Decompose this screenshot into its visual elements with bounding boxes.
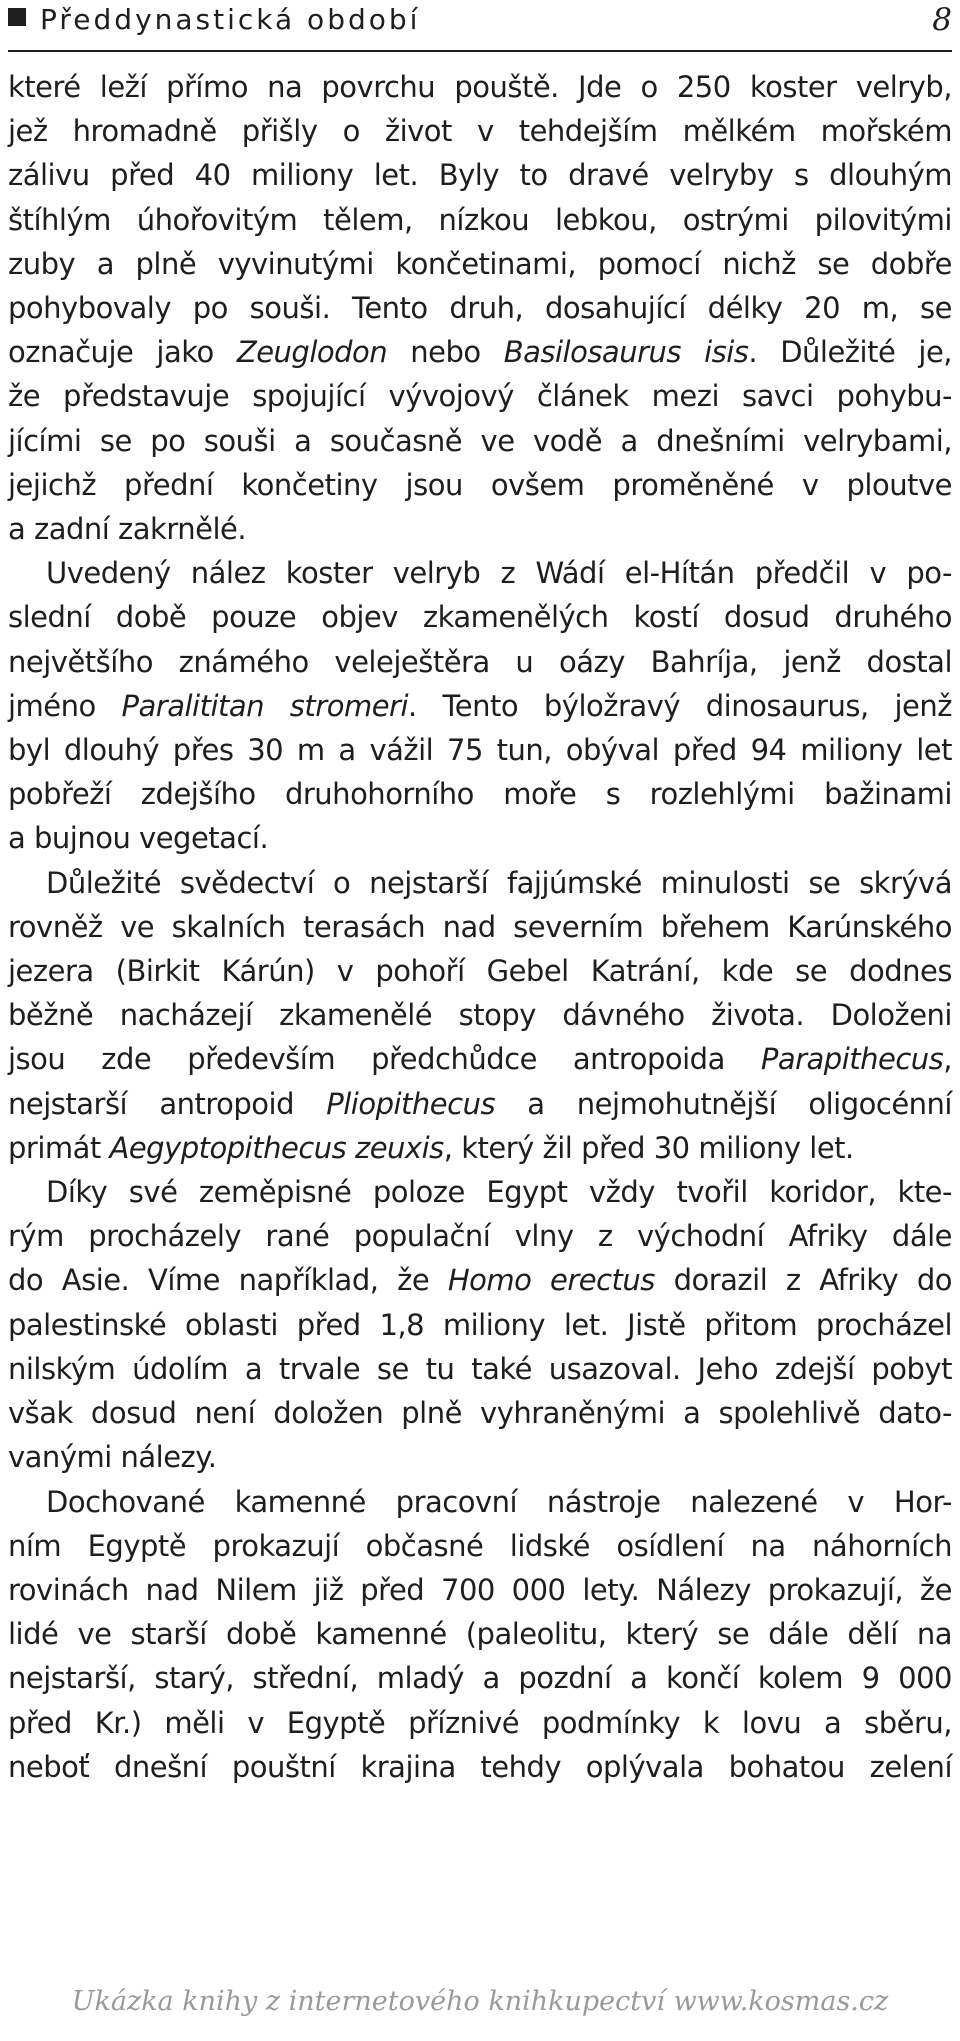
text-line: palestinské oblasti před 1,8 miliony let. Jistě přitom procházel (8, 1307, 952, 1342)
text-line: štíhlým úhořovitým tělem, nízkou lebkou, ostrými pilovitými (8, 202, 952, 237)
body-text (8, 65, 952, 1789)
text-line: Dochované kamenné pracovní nástroje nalezené v Hor- (46, 1484, 952, 1519)
text-line: pobřeží zdejšího druhohorního moře s rozlehlými bažinami (8, 777, 952, 812)
text-line: jsou zde především předchůdce antropoida Parapithecus, (8, 1042, 952, 1077)
header-square-bullet-icon (8, 8, 26, 26)
species-name: Pliopithecus (326, 1086, 496, 1121)
text-line: slední době pouze objev zkamenělých kostí dosud druhého (8, 600, 952, 635)
footer-watermark: Ukázka knihy z internetového knihkupectví www.kosmas.cz (71, 1986, 889, 2017)
text-line: jméno Paralititan stromeri. Tento býložravý dinosaurus, jenž (8, 688, 952, 723)
text-line: před Kr.) měli v Egyptě příznivé podmínky k lovu a sběru, (8, 1705, 952, 1740)
text-line: rovněž ve skalních terasách nad severním břehem Karúnského (8, 909, 952, 944)
text-line: a zadní zakrnělé. (8, 512, 247, 547)
text-line: však dosud není doložen plně vyhraněnými a spolehlivě dato- (8, 1396, 952, 1431)
text-line: vanými nálezy. (8, 1440, 217, 1475)
text-line: jež hromadně přišly o život v tehdejším mělkém mořském (8, 114, 952, 149)
header-rule (8, 50, 952, 52)
text-line: jejichž přední končetiny jsou ovšem proměněné v ploutve (8, 467, 952, 502)
text-line: Důležité svědectví o nejstarší fajjúmské minulosti se skrývá (46, 865, 952, 900)
text-line: které leží přímo na povrchu pouště. Jde o 250 koster velryb, (8, 70, 952, 104)
text-line: neboť dnešní pouštní krajina tehdy oplývala bohatou zelení (8, 1749, 952, 1784)
text-line: lidé ve starší době kamenné (paleolitu, který se dále dělí na (8, 1617, 952, 1652)
species-name: Paralititan stromeri (121, 688, 409, 723)
text-line: a bujnou vegetací. (8, 821, 269, 856)
text-line: nejstarší, starý, střední, mladý a pozdní a končí kolem 9 000 (8, 1661, 952, 1696)
text-line: Díky své zeměpisné poloze Egypt vždy tvořil koridor, kte- (46, 1175, 952, 1210)
text-line: Uvedený nález koster velryb z Wádí el-Hítán předčil v po- (46, 556, 952, 591)
text-line: zálivu před 40 miliony let. Byly to dravé velryby s dlouhým (8, 158, 952, 193)
text-line: označuje jako Zeuglodon nebo Basilosaurus isis. Důležité je, (8, 335, 952, 370)
text-line: jezera (Birkit Kárún) v pohoří Gebel Katrání, kde se dodnes (8, 954, 952, 989)
text-line: pohybovaly po souši. Tento druh, dosahující délky 20 m, se (8, 291, 952, 326)
text-line: že představuje spojující vývojový článek mezi savci pohybu- (8, 379, 952, 414)
section-title: Předdynastická období (40, 3, 421, 36)
text-line: do Asie. Víme například, že Homo erectus dorazil z Afriky do (8, 1263, 952, 1298)
species-name: Parapithecus (760, 1042, 944, 1077)
text-line: zuby a plně vyvinutými končetinami, pomocí nichž se dobře (8, 246, 952, 281)
text-line: jícími se po souši a současně ve vodě a dnešními velrybami, (8, 423, 952, 458)
text-line: primát Aegyptopithecus zeuxis, který žil před 30 miliony let. (8, 1130, 854, 1165)
text-line: byl dlouhý přes 30 m a vážil 75 tun, obýval před 94 miliony let (8, 733, 952, 768)
text-line: nejstarší antropoid Pliopithecus a nejmohutnější oligocénní (8, 1086, 952, 1121)
species-name: Basilosaurus isis (503, 335, 749, 370)
text-line: nilským údolím a trvale se tu také usazoval. Jeho zdejší pobyt (8, 1351, 952, 1386)
species-name: Zeuglodon (236, 335, 388, 370)
text-line: běžně nacházejí zkamenělé stopy dávného života. Doloženi (8, 998, 952, 1033)
species-name: Aegyptopithecus zeuxis (109, 1130, 444, 1165)
species-name: Homo erectus (447, 1263, 655, 1298)
running-header (8, 0, 952, 40)
text-line: ním Egyptě prokazují občasné lidské osídlení na náhorních (8, 1528, 952, 1563)
text-line: rým procházely rané populační vlny z východní Afriky dále (8, 1219, 952, 1254)
text-line: největšího známého veleještěra u oázy Bahríja, jenž dostal (8, 644, 952, 679)
text-line: rovinách nad Nilem již před 700 000 lety. Nálezy prokazují, že (8, 1572, 952, 1607)
page-number: 8 (932, 2, 952, 38)
